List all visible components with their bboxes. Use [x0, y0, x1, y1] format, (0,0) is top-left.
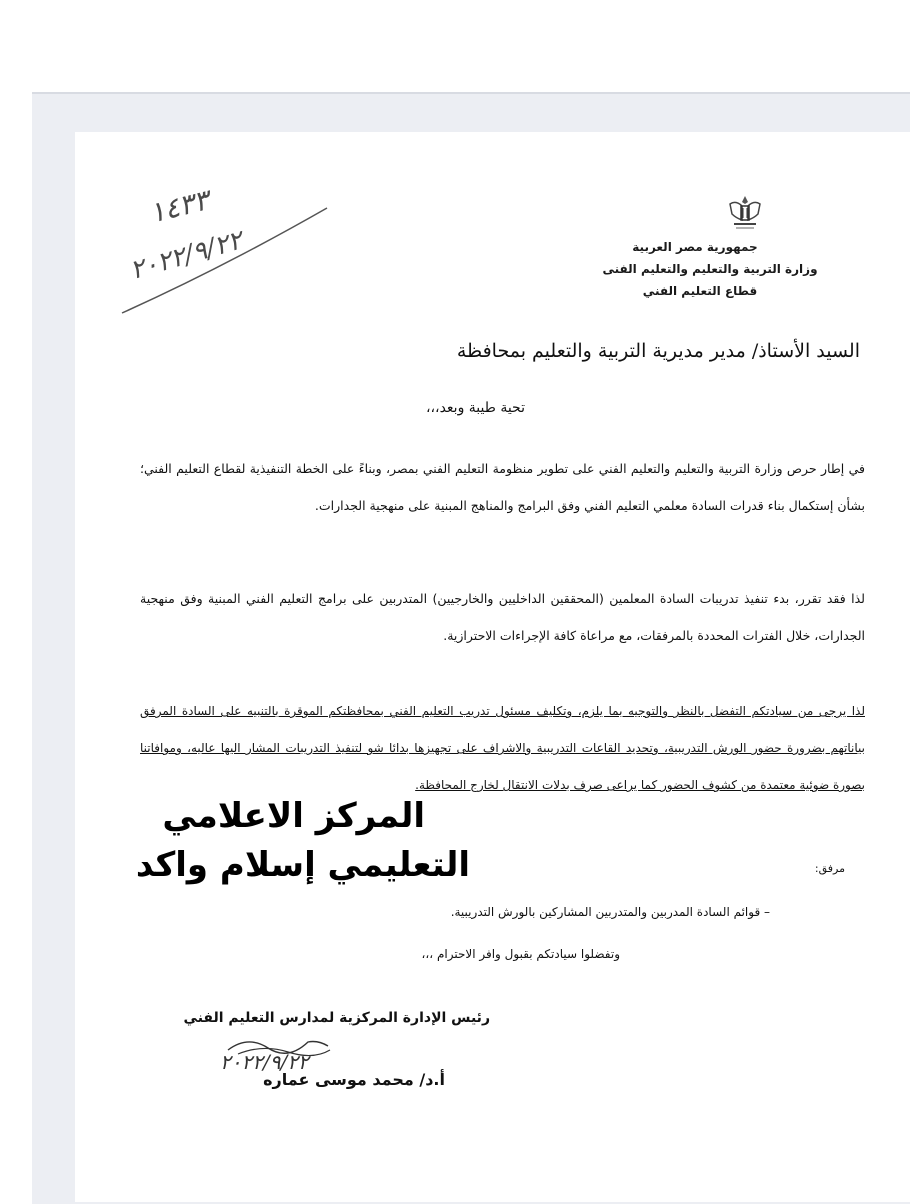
attachments-label: مرفق: [814, 862, 845, 875]
handwritten-ref-date: ٢٠٢٢/٩/٢٢ [126, 225, 246, 286]
paragraph-decision: لذا فقد تقرر، بدء تنفيذ تدريبات السادة المعلمين (المحققين الداخليين والخارجيين) المتدربين على برامج التعليم الفني المبنية وفق منهجية الجدارات، خلال الفترات المحددة بالمرفقات، مع مراعاة كافة الإجراءات الاحترازية. [140, 591, 865, 643]
signature-date: ٢٠٢٢/٩/٢٢ [220, 1050, 309, 1074]
watermark-stamp-line1: المركز الاعلامي [162, 796, 425, 836]
letterhead-country: جمهورية مصر العربية [632, 240, 758, 254]
greeting-line: تحية طيبة وبعد،،، [426, 400, 525, 416]
addressee-line: السيد الأستاذ/ مدير مديرية التربية والتعليم بمحافظة [456, 340, 860, 362]
paragraph-request: لذا يرجى من سيادتكم التفضل بالنظر والتوجيه بما يلزم، وتكليف مسئول تدريب التعليم الفني بمحافظتكم الموقرة بالتنبيه على السادة المرفق بياناتهم بضرورة حضور الورش التدريبية، وتحديد القاعات التدريبية والاشراف على تجهيزها بدائا شو لتنفيذ التدريبات المشار اليها عاليه، وموافاتنا بصورة ضوئية معتمدة من كشوف الحضور كما يراعى صرف بدلات الانتقال لخارج المحافظة. [140, 704, 865, 792]
closing-line: وتفضلوا سيادتكم بقبول وافر الاحترام ،،، [421, 947, 620, 961]
letterhead-sector: قطاع التعليم الفني [642, 284, 758, 298]
letterhead [560, 236, 860, 302]
signatory-name: أ.د/ محمد موسى عماره [263, 1070, 445, 1089]
eagle-emblem-icon [722, 190, 768, 236]
watermark-stamp-line2: التعليمي إسلام واكد [135, 845, 470, 885]
letterhead-ministry: وزارة التربية والتعليم والتعليم الفنى [602, 262, 818, 276]
handwritten-ref-number: ١٤٣٣ [146, 183, 213, 230]
signatory-title: رئيس الإدارة المركزية لمدارس التعليم الفني [183, 1010, 490, 1026]
paragraph-intro: في إطار حرص وزارة التربية والتعليم والتعليم الفني على تطوير منظومة التعليم الفني بمصر، وبناءً على الخطة التنفيذية لقطاع التعليم الفني؛ بشأن إستكمال بناء قدرات السادة معلمي التعليم الفني وفق البرامج والمناهج المبنية على منهجية الجدارات. [140, 461, 865, 513]
attachment-item: – قوائم السادة المدربين والمتدربين المشاركين بالورش التدريبية. [450, 905, 770, 919]
